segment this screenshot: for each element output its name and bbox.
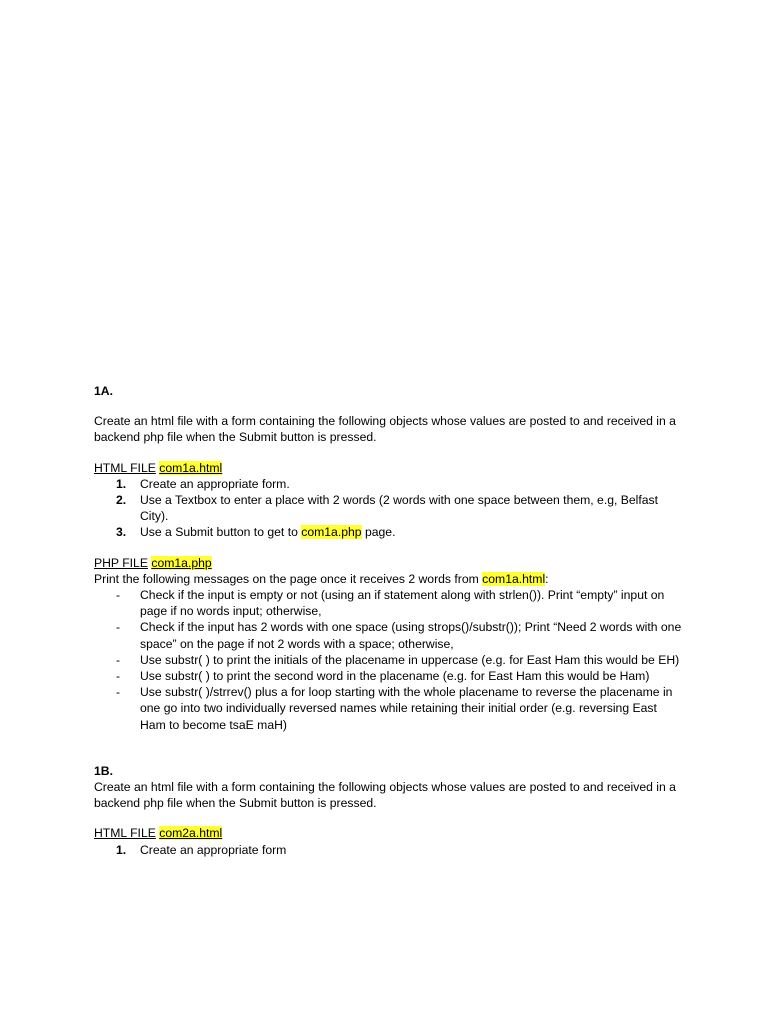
list-item: [94, 684, 684, 733]
php-intro-colon: :: [545, 571, 549, 586]
section-intro-1b: Create an html file with a form containing the following objects whose values are posted to and received in a backend php file when the Submit button is pressed.: [94, 780, 676, 811]
html-filename-com2a: com2a.html: [159, 826, 223, 841]
dash-marker: -: [116, 588, 121, 603]
html-file-steps-1a: [94, 476, 684, 541]
php-file-intro: [94, 571, 684, 587]
php-intro-text: Print the following messages on the page once it receives 2 words from: [94, 571, 479, 586]
html-filename-com1a: com1a.html: [159, 460, 223, 475]
php-file-heading-1a: [94, 555, 684, 571]
list-item: [94, 587, 684, 619]
list-item-text: Use substr( )/strrev() plus a for loop starting with the whole placename to reverse the placename in one go into two individually reversed names while retaining their initial order (e.g. reversing East Ham to become tsaE maH): [140, 685, 673, 732]
list-item-text: Create an appropriate form.: [140, 476, 290, 491]
list-item-text: Create an appropriate form: [140, 842, 287, 857]
list-item-text: Use a Textbox to enter a place with 2 words (2 words with one space between them, e.g, Belfast City).: [140, 493, 659, 524]
html-file-label: HTML FILE: [94, 460, 156, 475]
list-item-text: page.: [364, 525, 396, 540]
dash-marker: -: [116, 685, 121, 700]
list-item: [94, 476, 684, 492]
dash-marker: -: [116, 652, 121, 667]
list-item: [94, 842, 684, 858]
list-marker: 3.: [116, 525, 127, 540]
list-marker: 1.: [116, 476, 127, 491]
php-file-label: PHP FILE: [94, 555, 148, 570]
list-item: [94, 492, 684, 524]
document-content: [94, 383, 684, 858]
html-file-heading-1a: [94, 460, 684, 476]
list-item: [94, 524, 684, 540]
list-item-text: Check if the input is empty or not (using an if statement along with strlen()). Print “empty” input on page if no words input; otherwise,: [140, 588, 665, 619]
html-file-steps-1b: [94, 842, 684, 858]
html-file-label: HTML FILE: [94, 826, 156, 841]
highlighted-filename: com1a.html: [482, 571, 546, 586]
list-item-text: Use substr( ) to print the initials of the placename in uppercase (e.g. for East Ham this would be EH): [140, 652, 680, 667]
list-item-text: Check if the input has 2 words with one space (using strops()/substr()); Print “Need 2 words with one space” on the page if not 2 words with a space; otherwise,: [140, 620, 682, 651]
list-item: [94, 652, 684, 668]
highlighted-filename: com1a.php: [301, 525, 362, 540]
list-item-text: Use substr( ) to print the second word in the placename (e.g. for East Ham this would be Ham): [140, 669, 650, 684]
dash-marker: -: [116, 669, 121, 684]
list-marker: 2.: [116, 493, 127, 508]
list-item-text: Use a Submit button to get to: [140, 525, 298, 540]
php-requirements-list: [94, 587, 684, 733]
section-intro-1a: Create an html file with a form containing the following objects whose values are posted to and received in a backend php file when the Submit button is pressed.: [94, 414, 676, 445]
list-marker: 1.: [116, 842, 127, 857]
dash-marker: -: [116, 620, 121, 635]
list-item: [94, 619, 684, 651]
html-file-heading-1b: [94, 825, 684, 841]
list-item: [94, 668, 684, 684]
php-filename-com1a: com1a.php: [151, 555, 212, 570]
section-heading-1a: 1A.: [94, 384, 113, 398]
section-heading-1b: 1B.: [94, 763, 113, 778]
